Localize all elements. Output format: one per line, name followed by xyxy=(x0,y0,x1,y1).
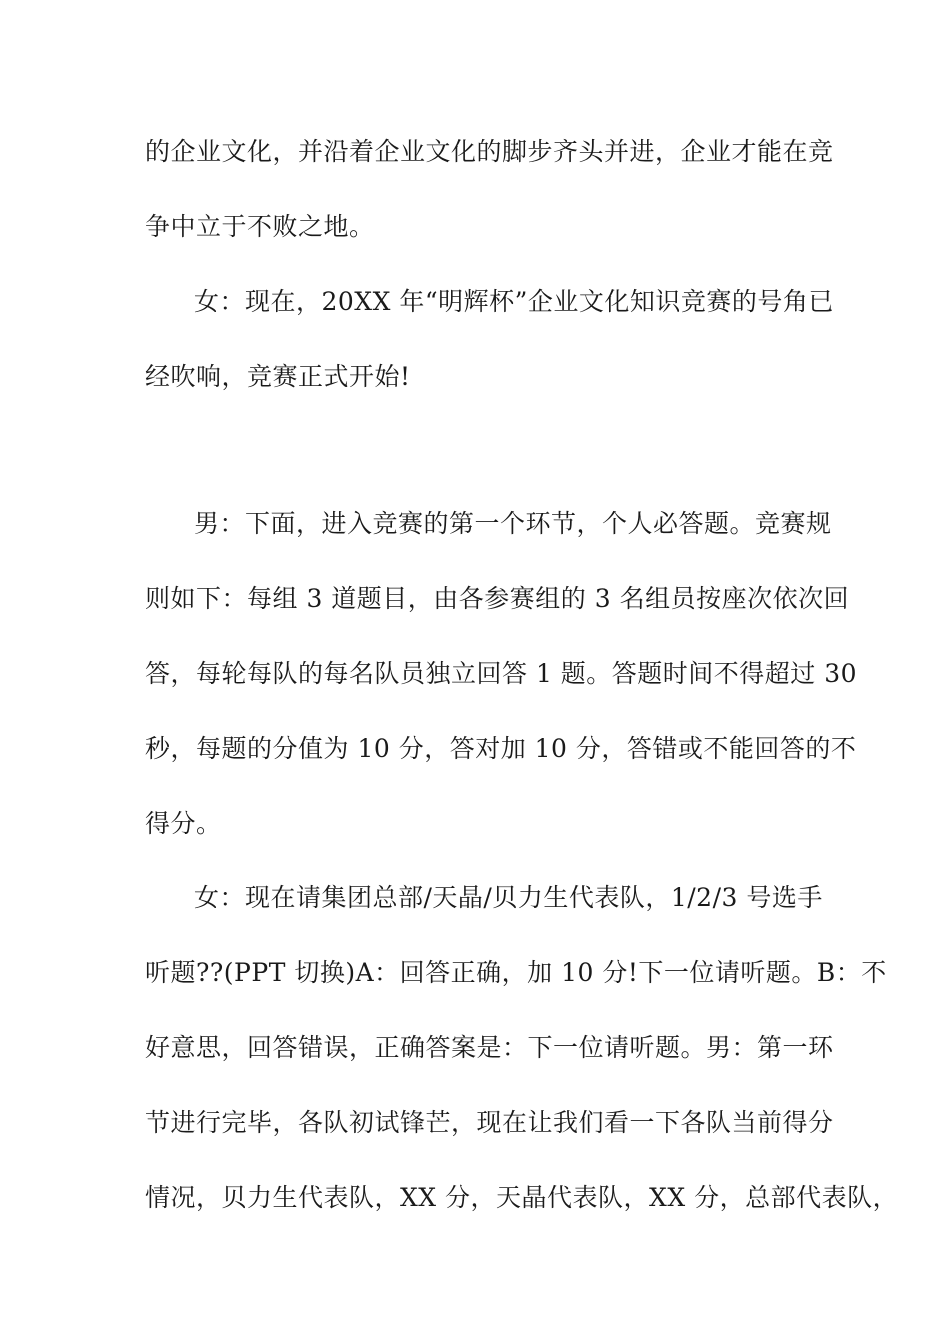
paragraph-2-line-2: 经吹响，竞赛正式开始! xyxy=(145,362,411,391)
paragraph-3-line-1: 男：下面，进入竞赛的第一个环节，个人必答题。竞赛规 xyxy=(194,509,832,538)
paragraph-4-line-5: 情况，贝力生代表队，XX 分，天晶代表队，XX 分，总部代表队， xyxy=(145,1183,899,1212)
paragraph-1-line-2: 争中立于不败之地。 xyxy=(145,212,375,241)
paragraph-4-line-4: 节进行完毕，各队初试锋芒，现在让我们看一下各队当前得分 xyxy=(145,1108,834,1137)
paragraph-4-line-3: 好意思，回答错误，正确答案是：下一位请听题。男：第一环 xyxy=(145,1033,834,1062)
paragraph-3-line-2: 则如下：每组 3 道题目，由各参赛组的 3 名组员按座次依次回 xyxy=(145,584,850,613)
paragraph-4-line-2: 听题??(PPT 切换)A：回答正确，加 10 分!下一位请听题。B：不 xyxy=(145,958,887,987)
paragraph-4-line-1: 女：现在请集团总部/天晶/贝力生代表队，1/2/3 号选手 xyxy=(194,883,823,912)
paragraph-3-line-3: 答，每轮每队的每名队员独立回答 1 题。答题时间不得超过 30 xyxy=(145,659,858,688)
paragraph-3-line-5: 得分。 xyxy=(145,809,222,838)
paragraph-2-line-1: 女：现在，20XX 年“明辉杯”企业文化知识竞赛的号角已 xyxy=(194,287,834,316)
paragraph-3-line-4: 秒，每题的分值为 10 分，答对加 10 分，答错或不能回答的不 xyxy=(145,734,857,763)
paragraph-1-line-1: 的企业文化，并沿着企业文化的脚步齐头并进，企业才能在竞 xyxy=(145,137,834,166)
